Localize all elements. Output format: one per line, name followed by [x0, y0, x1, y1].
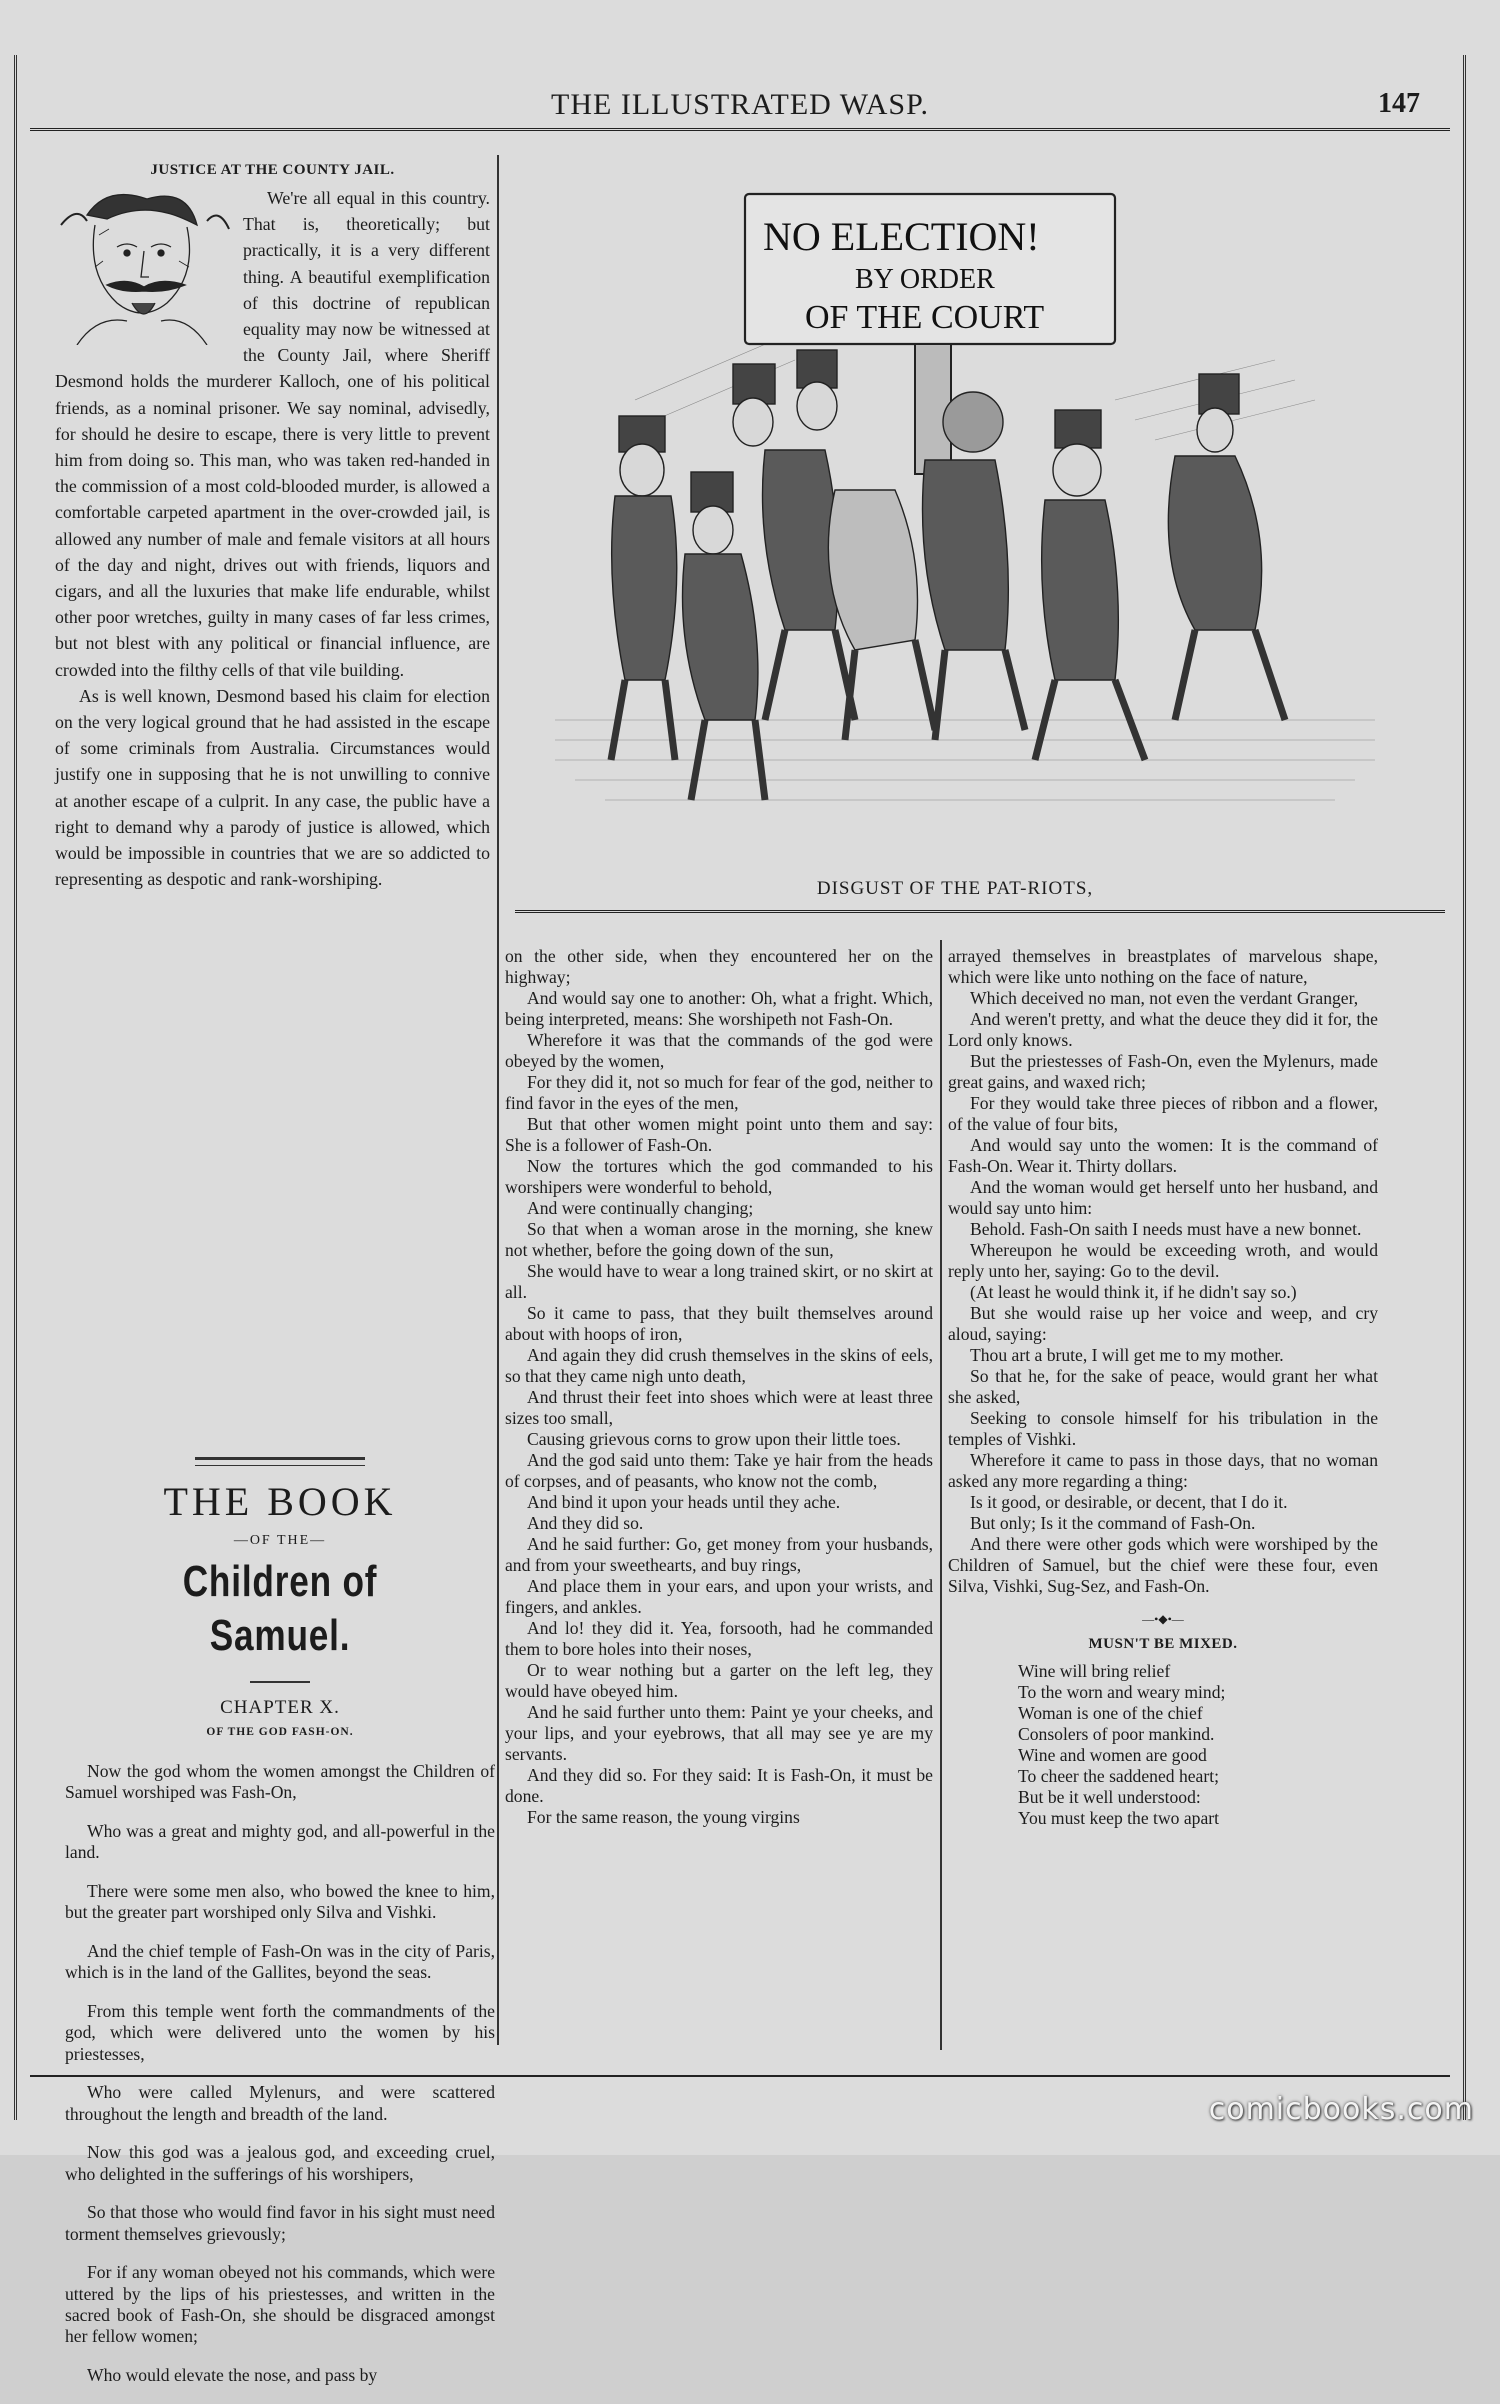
verse: Wherefore it came to pass in those days, that no woman asked any more regarding a thing:	[948, 1450, 1378, 1491]
verse: Now the tortures which the god commanded to his worshipers were wonderful to behold,	[505, 1156, 933, 1197]
column-rule	[940, 940, 942, 2050]
verse: So that those who would find favor in his sight must need torment themselves grievously;	[65, 2202, 495, 2244]
verse: And the chief temple of Fash-On was in the city of Paris, which is in the land of the Gallites, beyond the seas.	[65, 1941, 495, 1983]
verse: Now the god whom the women amongst the Children of Samuel worshiped was Fash-On,	[65, 1761, 495, 1803]
sign-line-2: BY ORDER	[855, 264, 995, 295]
poem-line: Wine will bring relief	[1018, 1661, 1171, 1681]
verse: And would say one to another: Oh, what a fright. Which, being interpreted, means: She worshipeth not Fash-On.	[505, 988, 933, 1029]
verse: Who was a great and mighty god, and all-powerful in the land.	[65, 1821, 495, 1863]
verse: There were some men also, who bowed the knee to him, but the greater part worshiped only Silva and Vishki.	[65, 1881, 495, 1923]
poem-line: To the worn and weary mind;	[1018, 1682, 1226, 1702]
verse: Which deceived no man, not even the verdant Granger,	[970, 988, 1359, 1008]
poem	[1018, 1661, 1378, 1829]
verse: And the woman would get herself unto her husband, and would say unto him:	[948, 1177, 1378, 1218]
book-of-the: —OF THE—	[233, 1533, 327, 1548]
page-header	[30, 82, 1450, 131]
watermark: comicbooks.com	[1208, 2092, 1474, 2127]
poem-line: Wine and women are good	[1018, 1745, 1207, 1765]
verse: And they did so.	[527, 1513, 644, 1533]
poem-line: You must keep the two apart	[1018, 1808, 1220, 1828]
verse: But only; Is it the command of Fash-On.	[970, 1513, 1256, 1533]
verse: For the same reason, the young virgins	[527, 1807, 800, 1827]
verses-col2	[505, 946, 933, 1828]
poem-line: Woman is one of the chief	[1018, 1703, 1203, 1723]
verse: And thrust their feet into shoes which were at least three sizes too small,	[505, 1387, 933, 1428]
poem-title: MUSN'T BE MIXED.	[1088, 1636, 1238, 1652]
verse: From this temple went forth the commandments of the god, which were delivered unto the women by his priestesses,	[65, 2001, 495, 2064]
book-section	[65, 1435, 495, 2404]
verse: Behold. Fash-On saith I needs must have a new bonnet.	[970, 1219, 1362, 1239]
verse: Is it good, or desirable, or decent, that I do it.	[970, 1492, 1288, 1512]
verse: Thou art a brute, I will get me to my mother.	[970, 1345, 1284, 1365]
justice-paragraph: As is well known, Desmond based his claim for election on the very logical ground that he had assisted in the escape of some criminals from Australia. Circumstances would justify one in supposing that he is not unwilling to connive at another escape of a culprit. In any case, the public have a right to demand why a parody of justice is allowed, which would be impossible in countries that we are so addicted to representing as despotic and rank-worshiping.	[55, 685, 490, 890]
verse: And bind it upon your heads until they ache.	[527, 1492, 841, 1512]
page-number: 147	[1378, 88, 1420, 119]
verse: Or to wear nothing but a garter on the left leg, they would have obeyed him.	[505, 1660, 933, 1701]
section-divider	[195, 1457, 365, 1466]
verse: And he said further: Go, get money from your husbands, and from your sweethearts, and buy rings,	[505, 1534, 933, 1575]
verse: For if any woman obeyed not his commands, which were uttered by the lips of his priestesses, and written in the sacred book of Fash-On, she should be disgraced amongst her fellow women;	[65, 2262, 495, 2347]
verse: She would have to wear a long trained skirt, or no skirt at all.	[505, 1261, 933, 1302]
verse: So it came to pass, that they built themselves around about with hoops of iron,	[505, 1303, 933, 1344]
caption-rule	[515, 910, 1445, 916]
justice-article	[55, 160, 490, 892]
chapter-heading: CHAPTER X.	[220, 1697, 340, 1719]
verse: And again they did crush themselves in the skins of eels, so that they came nigh unto death,	[505, 1345, 933, 1386]
cartoon-caption: DISGUST OF THE PAT-RIOTS,	[816, 878, 1094, 899]
bottom-rule	[30, 2075, 1450, 2077]
verse: Seeking to console himself for his tribulation in the temples of Vishki.	[948, 1408, 1378, 1449]
verse: And weren't pretty, and what the deuce they did it for, the Lord only knows.	[948, 1009, 1378, 1050]
verse: Causing grievous corns to grow upon their little toes.	[527, 1429, 901, 1449]
verse: And they did so. For they said: It is Fash-On, it must be done.	[505, 1765, 933, 1806]
verse: Now this god was a jealous god, and exceeding cruel, who delighted in the sufferings of his worshipers,	[65, 2142, 495, 2184]
cartoon-drawing	[515, 160, 1395, 870]
verse: Wherefore it was that the commands of the god were obeyed by the women,	[505, 1030, 933, 1071]
sign-line-3: OF THE COURT	[805, 299, 1045, 336]
verse: And the god said unto them: Take ye hair from the heads of corpses, and of peasants, who know not the comb,	[505, 1450, 933, 1491]
verse: Whereupon he would be exceeding wroth, and would reply unto her, saying: Go to the devil.	[948, 1240, 1378, 1281]
verses-col1	[65, 1761, 495, 2386]
verse: And he said further unto them: Paint ye your cheeks, and your lips, and your eyebrows, that all may see ye are my servants.	[505, 1702, 933, 1764]
verse: arrayed themselves in breastplates of marvelous shape, which were like unto nothing on the face of nature,	[948, 946, 1378, 987]
cartoon-illustration	[515, 160, 1395, 900]
verse: (At least he would think it, if he didn't say so.)	[970, 1282, 1297, 1302]
book-subtitle: Children of Samuel.	[182, 1557, 378, 1661]
verse: Who would elevate the nose, and pass by	[87, 2364, 378, 2385]
book-title: THE BOOK	[163, 1479, 397, 1524]
verse: on the other side, when they encountered her on the highway;	[505, 946, 933, 987]
verse: And there were other gods which were worshiped by the Children of Samuel, but the chief were these four, even Silva, Vishki, Sug-Sez, and Fash-On.	[948, 1534, 1378, 1596]
justice-title: JUSTICE AT THE COUNTY JAIL.	[150, 162, 395, 178]
column-rule	[497, 155, 499, 2045]
ornament-divider: —•◆•—	[1142, 1612, 1184, 1626]
section-divider	[250, 1681, 310, 1683]
verse: For they did it, not so much for fear of the god, neither to find favor in the eyes of the men,	[505, 1072, 933, 1113]
verse: For they would take three pieces of ribbon and a flower, of the value of four bits,	[948, 1093, 1378, 1134]
chapter-subheading: OF THE GOD FASH-ON.	[206, 1726, 354, 1739]
justice-paragraph: We're all equal in this country. That is, theoretically; but practically, it is a very different thing. A beautiful exemplification of this doctrine of republican equality may now be witnessed at the County Jail, where Sheriff Desmond holds the murderer Kalloch, one of his political friends, as a nominal prisoner. We say nominal, advisedly, for should he desire to escape, there is very little to prevent him from doing so. This man, who was taken red-handed in the commission of a most cold-blooded murder, is allowed a comfortable carpeted apartment in the over-crowded jail, is allowed any number of male and female visitors at all hours of the day and night, drives out with friends, liquors and cigars, and all the luxuries that make life endurable, whilst other poor wretches, guilty in many cases of far less crimes, but not blest with any political or financial influence, are crowded into the filthy cells of that vile building.	[55, 188, 490, 680]
verse: And would say unto the women: It is the command of Fash-On. Wear it. Thirty dollars.	[948, 1135, 1378, 1176]
verse: And were continually changing;	[527, 1198, 754, 1218]
poem-line: To cheer the saddened heart;	[1018, 1766, 1219, 1786]
running-title: THE ILLUSTRATED WASP.	[551, 88, 929, 121]
poem-line: But be it well understood:	[1018, 1787, 1201, 1807]
verse: So that when a woman arose in the morning, she knew not whether, before the going down of the sun,	[505, 1219, 933, 1260]
verse: And lo! they did it. Yea, forsooth, had he commanded them to bore holes into their noses,	[505, 1618, 933, 1659]
verse: And place them in your ears, and upon your wrists, and fingers, and ankles.	[505, 1576, 933, 1617]
verses-col3	[948, 946, 1378, 1829]
portrait-engraving	[47, 185, 237, 345]
poem-line: Consolers of poor mankind.	[1018, 1724, 1215, 1744]
verse: So that he, for the sake of peace, would grant her what she asked,	[948, 1366, 1378, 1407]
verse: But she would raise up her voice and weep, and cry aloud, saying:	[948, 1303, 1378, 1344]
verse: But the priestesses of Fash-On, even the Mylenurs, made great gains, and waxed rich;	[948, 1051, 1378, 1092]
sign-line-1: NO ELECTION!	[763, 214, 1040, 259]
verse: Who were called Mylenurs, and were scattered throughout the length and breadth of the land.	[65, 2082, 495, 2124]
verse: But that other women might point unto them and say: She is a follower of Fash-On.	[505, 1114, 933, 1155]
